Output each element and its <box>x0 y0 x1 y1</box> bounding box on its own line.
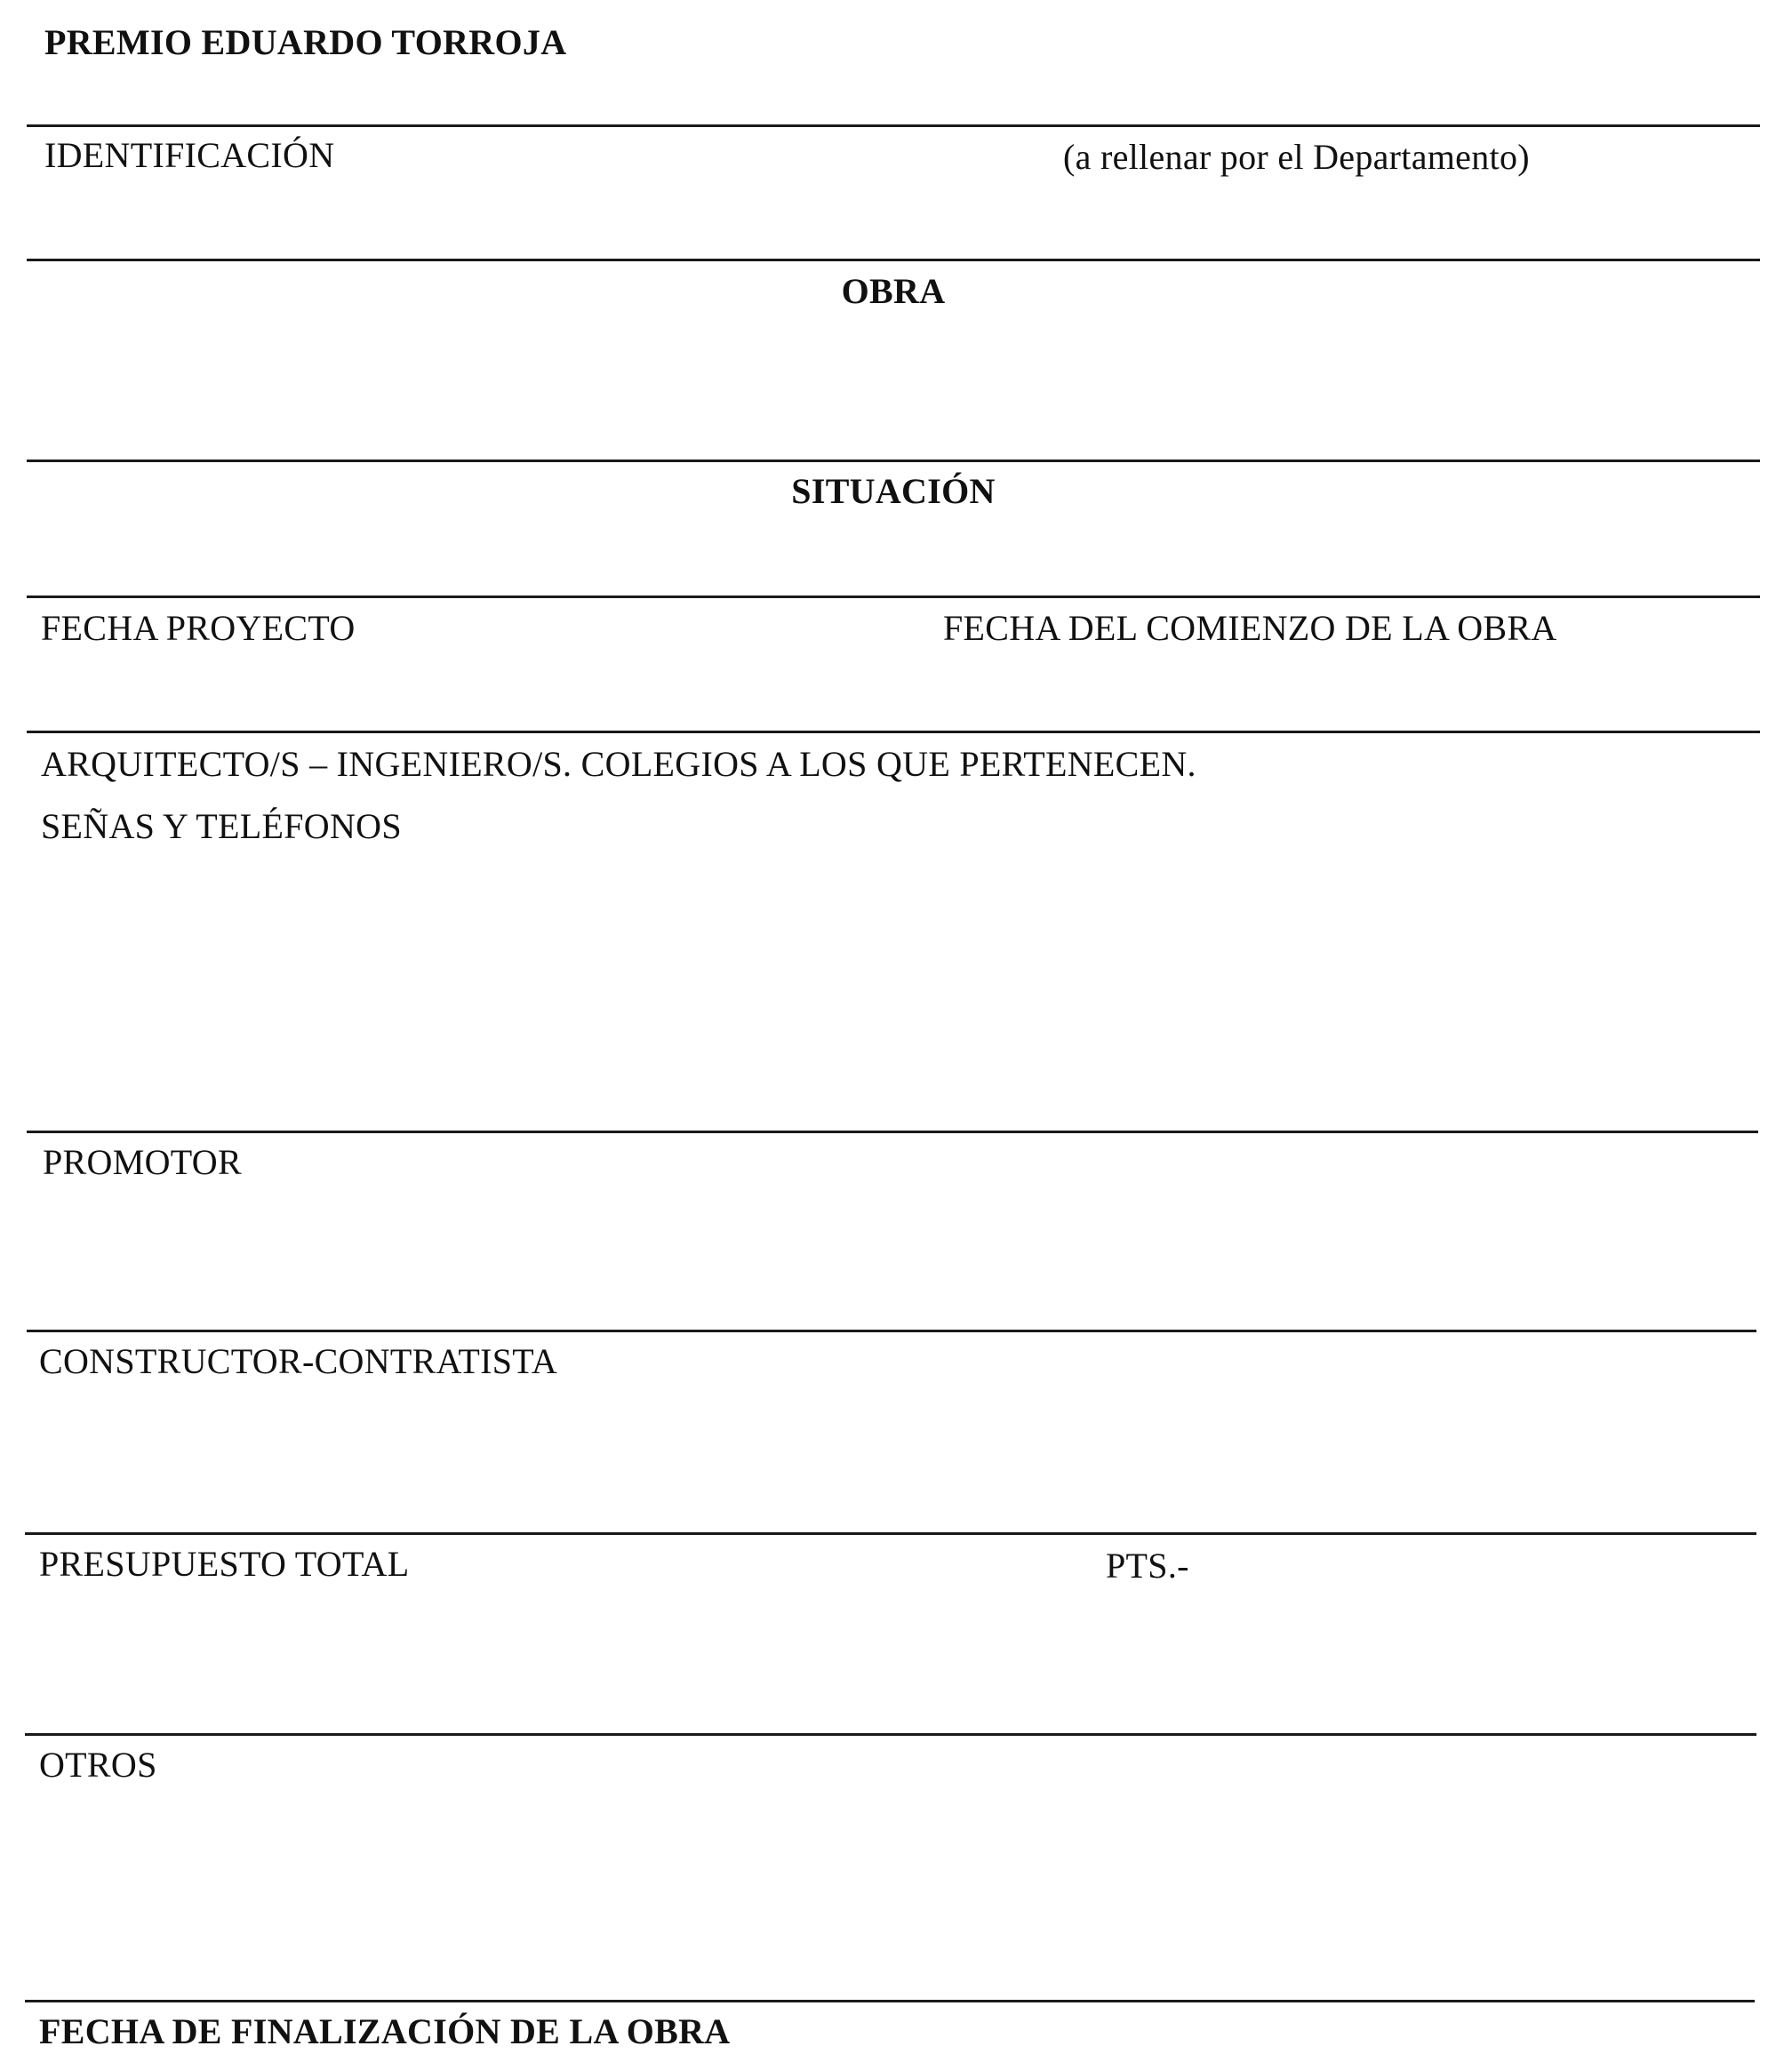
arquitectos-label-line1: ARQUITECTO/S – INGENIERO/S. COLEGIOS A LOS QUE PERTENECEN. <box>41 744 1196 784</box>
arquitectos-label-line2: SEÑAS Y TELÉFONOS <box>41 806 402 846</box>
divider-constructor <box>25 1532 1756 1535</box>
promotor-label: PROMOTOR <box>43 1142 242 1182</box>
divider-fechas <box>27 731 1760 733</box>
divider-arquitectos <box>27 1131 1758 1133</box>
divider-identificacion <box>27 259 1760 261</box>
fecha-proyecto-label: FECHA PROYECTO <box>41 608 356 648</box>
situacion-label: SITUACIÓN <box>791 471 996 511</box>
divider-otros <box>25 2000 1755 2002</box>
constructor-label: CONSTRUCTOR-CONTRATISTA <box>39 1341 558 1381</box>
otros-label: OTROS <box>39 1745 157 1785</box>
finalizacion-label: FECHA DE FINALIZACIÓN DE LA OBRA <box>39 2011 731 2051</box>
presupuesto-label: PRESUPUESTO TOTAL <box>39 1544 410 1584</box>
identificacion-label: IDENTIFICACIÓN <box>44 135 335 175</box>
divider-obra <box>27 460 1760 462</box>
divider-presupuesto <box>25 1733 1756 1736</box>
divider-promotor <box>27 1330 1756 1332</box>
form-title: PREMIO EDUARDO TORROJA <box>44 22 567 62</box>
fecha-comienzo-label: FECHA DEL COMIENZO DE LA OBRA <box>943 608 1557 648</box>
divider-situacion <box>27 595 1760 598</box>
divider-title <box>27 124 1760 127</box>
identificacion-note: (a rellenar por el Departamento) <box>1063 137 1530 177</box>
obra-label: OBRA <box>841 271 946 311</box>
presupuesto-currency: PTS.- <box>1106 1546 1189 1586</box>
